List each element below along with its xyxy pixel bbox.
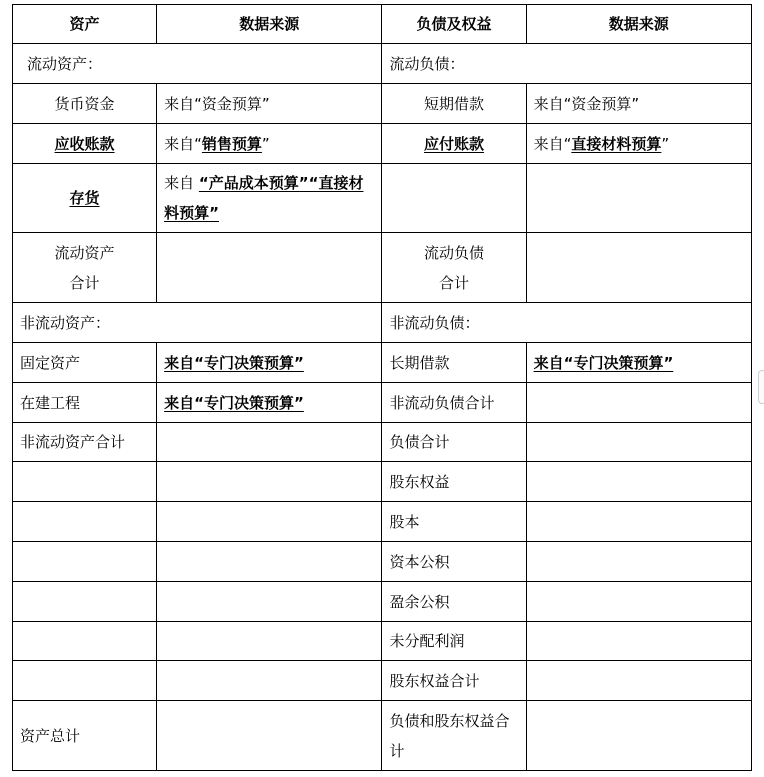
asset-construction-in-progress: 在建工程 [13, 383, 157, 423]
table-row [13, 462, 752, 502]
asset-current-total [13, 233, 157, 303]
equity-capital-reserve: 资本公积 [382, 542, 526, 582]
source-prefix: 来自“ [533, 134, 572, 153]
asset-accounts-receivable: 应收账款 [13, 124, 157, 164]
table-row [13, 542, 752, 582]
section-noncurrent-assets: 非流动资产： [13, 303, 382, 343]
source-prefix: 来自 [164, 174, 195, 192]
equity-shareholders-equity-source [526, 462, 751, 502]
equity-capital-reserve-source [526, 542, 751, 582]
source-suffix: ” [261, 134, 270, 153]
asset-empty [13, 502, 157, 542]
side-scroll-handle[interactable] [758, 370, 764, 404]
asset-empty-source [157, 462, 382, 502]
liab-current-total-source [526, 233, 751, 303]
asset-noncurrent-total: 非流动资产合计 [13, 423, 157, 462]
asset-inventory-source [157, 164, 382, 233]
asset-empty [13, 622, 157, 661]
table-header-row [13, 5, 752, 44]
header-liabilities-equity: 负债及权益 [382, 5, 526, 44]
header-data-source-assets: 数据来源 [157, 5, 382, 44]
source-budget-name: 销售预算 [201, 134, 262, 153]
liab-equity-grand-total-source [526, 701, 751, 771]
table-row [13, 661, 752, 701]
asset-empty-source [157, 542, 382, 582]
section-current-liabilities: 流动负债： [382, 44, 752, 84]
source-budget-name: 直接材料预算 [571, 134, 662, 153]
label-line-1: 流动负债 [424, 243, 485, 262]
table-row [13, 582, 752, 622]
equity-share-capital-source [526, 502, 751, 542]
equity-total: 股东权益合计 [382, 661, 526, 701]
source-suffix: ” [661, 134, 670, 153]
asset-noncurrent-total-source [157, 423, 382, 462]
equity-share-capital: 股本 [382, 502, 526, 542]
source-prefix: 来自“ [164, 134, 202, 153]
asset-empty [13, 582, 157, 622]
asset-empty [13, 661, 157, 701]
header-data-source-liabilities: 数据来源 [526, 5, 751, 44]
table-row-current-section [13, 44, 752, 84]
table-row [13, 124, 752, 164]
liab-short-term-loans-source: 来自“资金预算” [526, 84, 751, 124]
equity-surplus-reserve: 盈余公积 [382, 582, 526, 622]
liab-accounts-payable-source [526, 124, 751, 164]
liab-long-term-loans-source: 来自“专门决策预算” [526, 343, 751, 383]
asset-cash-source: 来自“资金预算” [157, 84, 382, 124]
asset-fixed-assets: 固定资产 [13, 343, 157, 383]
liab-total-liabilities-source [526, 423, 751, 462]
equity-total-source [526, 661, 751, 701]
liab-noncurrent-total-source [526, 383, 751, 423]
equity-shareholders-equity: 股东权益 [382, 462, 526, 502]
asset-empty-source [157, 582, 382, 622]
equity-surplus-reserve-source [526, 582, 751, 622]
liab-current-total [382, 233, 526, 303]
balance-sheet-source-table [12, 4, 752, 771]
liab-short-term-loans: 短期借款 [382, 84, 526, 124]
asset-empty-source [157, 502, 382, 542]
asset-accounts-receivable-source [157, 124, 382, 164]
liab-empty-source [526, 164, 751, 233]
balance-sheet-source-table-wrapper [12, 4, 752, 771]
label-line-1: 流动资产 [54, 243, 115, 262]
asset-fixed-assets-source: 来自“专门决策预算” [157, 343, 382, 383]
asset-construction-in-progress-source: 来自“专门决策预算” [157, 383, 382, 423]
liab-long-term-loans: 长期借款 [382, 343, 526, 383]
liab-accounts-payable: 应付账款 [382, 124, 526, 164]
equity-retained-earnings: 未分配利润 [382, 622, 526, 661]
equity-retained-earnings-source [526, 622, 751, 661]
asset-empty-source [157, 661, 382, 701]
table-row [13, 164, 752, 233]
table-row [13, 84, 752, 124]
table-row [13, 383, 752, 423]
asset-empty [13, 542, 157, 582]
section-noncurrent-liabilities: 非流动负债： [382, 303, 752, 343]
table-row [13, 233, 752, 303]
asset-empty [13, 462, 157, 502]
source-budget-name: “产品成本预算”“直接材料预算” [164, 174, 364, 222]
table-row-totals [13, 701, 752, 771]
table-row [13, 343, 752, 383]
table-row-noncurrent-section [13, 303, 752, 343]
table-row [13, 502, 752, 542]
table-row [13, 622, 752, 661]
section-current-assets: 流动资产： [13, 44, 382, 84]
liab-equity-grand-total: 负债和股东权益合计 [382, 701, 526, 771]
liab-noncurrent-total: 非流动负债合计 [382, 383, 526, 423]
asset-grand-total-source [157, 701, 382, 771]
asset-cash: 货币资金 [13, 84, 157, 124]
asset-inventory: 存货 [13, 164, 157, 233]
header-assets: 资产 [13, 5, 157, 44]
label-line-2: 合计 [439, 273, 470, 292]
label-line-2: 合计 [69, 273, 100, 292]
liab-empty [382, 164, 526, 233]
liab-total-liabilities: 负债合计 [382, 423, 526, 462]
asset-current-total-source [157, 233, 382, 303]
asset-empty-source [157, 622, 382, 661]
asset-grand-total: 资产总计 [13, 701, 157, 771]
table-row [13, 423, 752, 462]
